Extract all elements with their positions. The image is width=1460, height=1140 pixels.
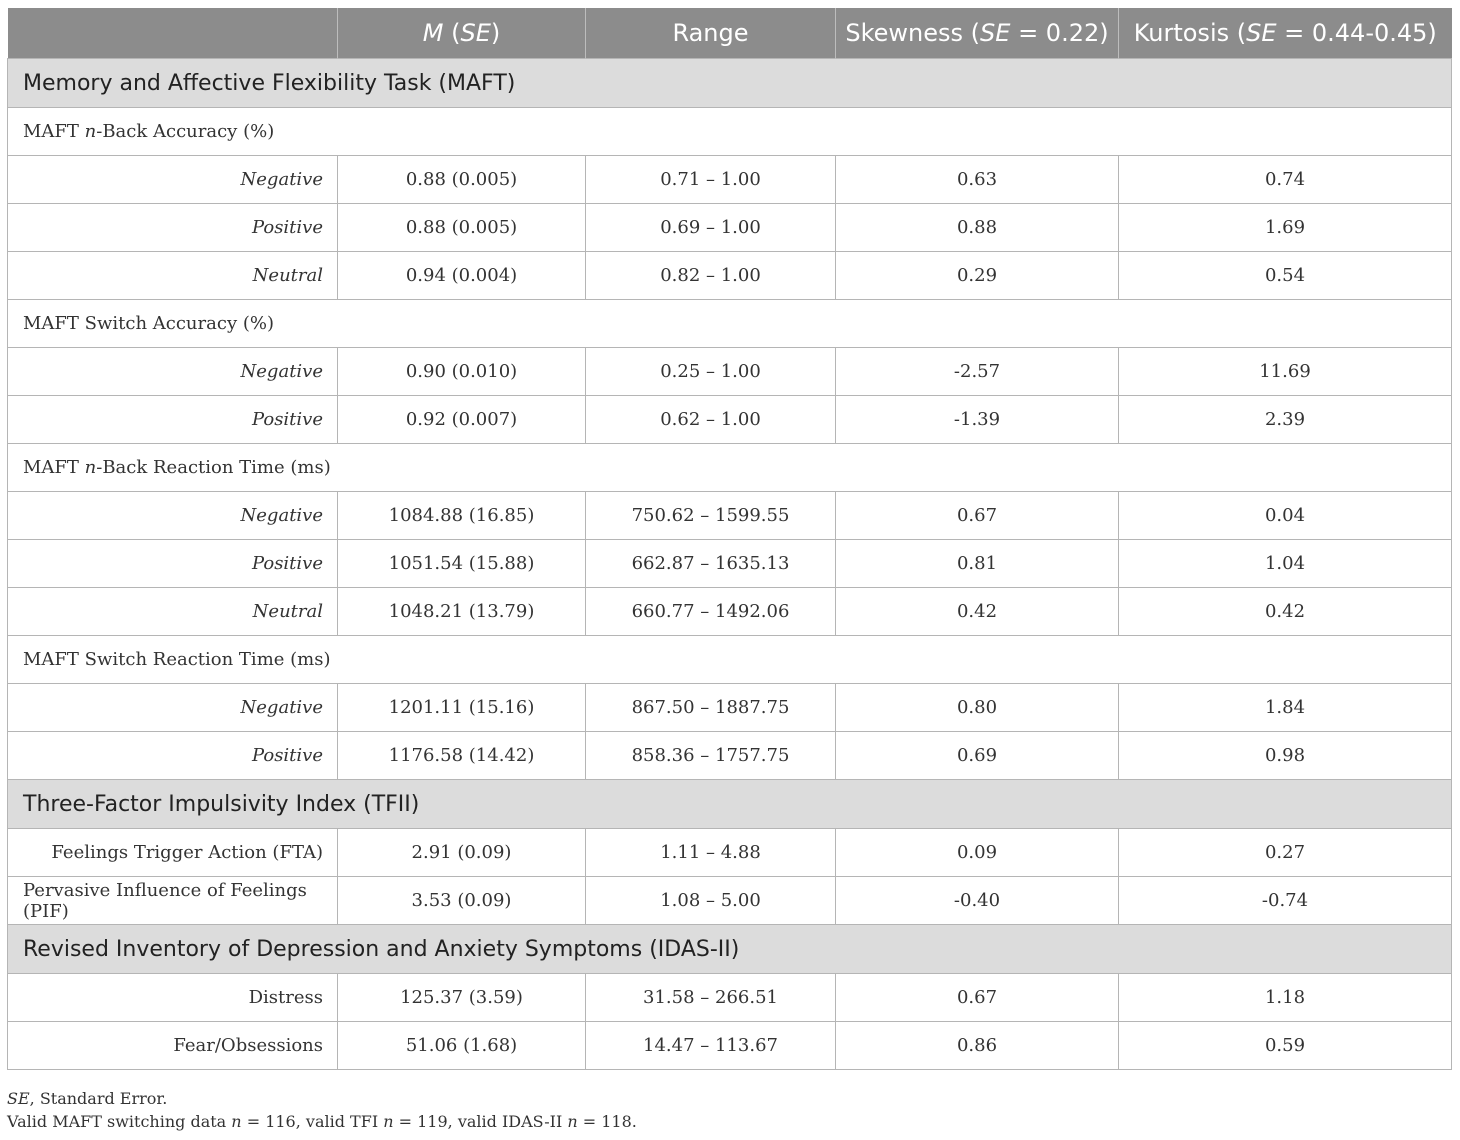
header-se: SE (460, 19, 491, 47)
cell-skewness: -1.39 (836, 396, 1119, 444)
cell-mean-se: 0.92 (0.007) (338, 396, 586, 444)
cell-kurtosis: 1.04 (1119, 540, 1452, 588)
subgroup-row-nback-accuracy (8, 108, 1452, 156)
cell-skewness: 0.88 (836, 204, 1119, 252)
table-row (8, 540, 1452, 588)
row-label: Feelings Trigger Action (FTA) (8, 829, 338, 877)
cell-skewness: 0.09 (836, 829, 1119, 877)
header-empty (8, 8, 338, 59)
subgroup-title-pre: MAFT Switch Accuracy (%) (23, 313, 274, 334)
section-title: Three-Factor Impulsivity Index (TFII) (8, 780, 1452, 829)
header-row (8, 8, 1452, 59)
cell-mean-se: 51.06 (1.68) (338, 1022, 586, 1070)
row-label: Negative (8, 492, 338, 540)
cell-range: 0.69 – 1.00 (586, 204, 836, 252)
note-n: n (383, 1112, 394, 1131)
subgroup-row-switch-reaction-time (8, 636, 1452, 684)
cell-mean-se: 3.53 (0.09) (338, 877, 586, 925)
header-kurtosis (1119, 8, 1452, 59)
cell-range: 0.71 – 1.00 (586, 156, 836, 204)
header-skewness-post: = 0.22) (1010, 19, 1109, 47)
cell-skewness: 0.67 (836, 974, 1119, 1022)
section-row-tfii (8, 780, 1452, 829)
table-row (8, 829, 1452, 877)
cell-kurtosis: 2.39 (1119, 396, 1452, 444)
cell-skewness: 0.29 (836, 252, 1119, 300)
cell-skewness: 0.81 (836, 540, 1119, 588)
descriptive-statistics-table-wrapper (7, 8, 1451, 1070)
cell-range: 750.62 – 1599.55 (586, 492, 836, 540)
cell-skewness: -2.57 (836, 348, 1119, 396)
cell-range: 1.11 – 4.88 (586, 829, 836, 877)
table-row (8, 684, 1452, 732)
cell-kurtosis: 0.27 (1119, 829, 1452, 877)
subgroup-title-italic: n (84, 457, 97, 478)
subgroup-title-pre: MAFT Switch Reaction Time (ms) (23, 649, 331, 670)
row-label: Neutral (8, 252, 338, 300)
header-mean-se (338, 8, 586, 59)
subgroup-title-italic: n (84, 121, 97, 142)
row-label: Positive (8, 396, 338, 444)
header-skewness-pre: Skewness ( (845, 19, 981, 47)
cell-kurtosis: 1.84 (1119, 684, 1452, 732)
cell-skewness: 0.63 (836, 156, 1119, 204)
note-line-1 (7, 1087, 637, 1110)
note-line-2 (7, 1110, 637, 1133)
header-paren-open: ( (443, 19, 461, 47)
cell-skewness: 0.67 (836, 492, 1119, 540)
subgroup-title (8, 636, 1452, 684)
cell-range: 14.47 – 113.67 (586, 1022, 836, 1070)
header-range: Range (586, 8, 836, 59)
cell-mean-se: 125.37 (3.59) (338, 974, 586, 1022)
cell-kurtosis: 0.04 (1119, 492, 1452, 540)
subgroup-row-nback-reaction-time (8, 444, 1452, 492)
cell-mean-se: 1051.54 (15.88) (338, 540, 586, 588)
table-row (8, 396, 1452, 444)
note-n: n (231, 1112, 242, 1131)
note-text: = 119, valid IDAS-II (393, 1112, 568, 1131)
row-label: Negative (8, 348, 338, 396)
cell-kurtosis: 1.69 (1119, 204, 1452, 252)
table-row (8, 732, 1452, 780)
note-se-definition: , Standard Error. (29, 1089, 168, 1108)
cell-kurtosis: 1.18 (1119, 974, 1452, 1022)
cell-range: 662.87 – 1635.13 (586, 540, 836, 588)
cell-kurtosis: -0.74 (1119, 877, 1452, 925)
header-kurtosis-se: SE (1246, 19, 1277, 47)
cell-range: 1.08 – 5.00 (586, 877, 836, 925)
note-text: Valid MAFT switching data (7, 1112, 232, 1131)
section-title: Memory and Affective Flexibility Task (MAFT) (8, 59, 1452, 108)
note-n: n (567, 1112, 578, 1131)
subgroup-title-post: -Back Reaction Time (ms) (96, 457, 331, 478)
cell-kurtosis: 0.54 (1119, 252, 1452, 300)
row-label: Fear/Obsessions (8, 1022, 338, 1070)
cell-kurtosis: 0.42 (1119, 588, 1452, 636)
subgroup-title (8, 300, 1452, 348)
cell-mean-se: 1201.11 (15.16) (338, 684, 586, 732)
cell-skewness: 0.86 (836, 1022, 1119, 1070)
cell-range: 660.77 – 1492.06 (586, 588, 836, 636)
subgroup-title-post: -Back Accuracy (%) (96, 121, 275, 142)
cell-range: 858.36 – 1757.75 (586, 732, 836, 780)
section-row-maft (8, 59, 1452, 108)
row-label: Positive (8, 204, 338, 252)
subgroup-title-pre: MAFT (23, 457, 85, 478)
cell-range: 31.58 – 266.51 (586, 974, 836, 1022)
cell-mean-se: 0.90 (0.010) (338, 348, 586, 396)
cell-kurtosis: 11.69 (1119, 348, 1452, 396)
cell-mean-se: 0.94 (0.004) (338, 252, 586, 300)
cell-mean-se: 2.91 (0.09) (338, 829, 586, 877)
cell-range: 867.50 – 1887.75 (586, 684, 836, 732)
subgroup-row-switch-accuracy (8, 300, 1452, 348)
row-label: Negative (8, 684, 338, 732)
cell-skewness: 0.42 (836, 588, 1119, 636)
cell-skewness: -0.40 (836, 877, 1119, 925)
row-label: Distress (8, 974, 338, 1022)
table-row (8, 974, 1452, 1022)
cell-skewness: 0.69 (836, 732, 1119, 780)
table-row (8, 588, 1452, 636)
cell-kurtosis: 0.98 (1119, 732, 1452, 780)
cell-range: 0.62 – 1.00 (586, 396, 836, 444)
cell-kurtosis: 0.59 (1119, 1022, 1452, 1070)
header-kurtosis-post: = 0.44-0.45) (1276, 19, 1437, 47)
cell-kurtosis: 0.74 (1119, 156, 1452, 204)
cell-range: 0.25 – 1.00 (586, 348, 836, 396)
header-skewness-se: SE (980, 19, 1011, 47)
table-row (8, 1022, 1452, 1070)
cell-range: 0.82 – 1.00 (586, 252, 836, 300)
row-label: Pervasive Influence of Feelings (PIF) (8, 877, 338, 925)
cell-mean-se: 1048.21 (13.79) (338, 588, 586, 636)
table-row (8, 204, 1452, 252)
subgroup-title (8, 108, 1452, 156)
subgroup-title (8, 444, 1452, 492)
note-text: = 118. (577, 1112, 637, 1131)
cell-mean-se: 0.88 (0.005) (338, 156, 586, 204)
table-notes (7, 1087, 637, 1133)
table-row (8, 252, 1452, 300)
cell-mean-se: 1084.88 (16.85) (338, 492, 586, 540)
table-row (8, 877, 1452, 925)
table-row (8, 348, 1452, 396)
header-paren-close: ) (490, 19, 501, 47)
header-skewness (836, 8, 1119, 59)
cell-skewness: 0.80 (836, 684, 1119, 732)
cell-mean-se: 1176.58 (14.42) (338, 732, 586, 780)
note-text: = 116, valid TFI (241, 1112, 384, 1131)
descriptive-statistics-table (7, 8, 1452, 1070)
header-m: M (422, 19, 444, 47)
note-se-abbrev: SE (7, 1089, 30, 1108)
header-kurtosis-pre: Kurtosis ( (1133, 19, 1247, 47)
cell-mean-se: 0.88 (0.005) (338, 204, 586, 252)
row-label: Positive (8, 732, 338, 780)
row-label: Positive (8, 540, 338, 588)
table-row (8, 156, 1452, 204)
table-row (8, 492, 1452, 540)
subgroup-title-pre: MAFT (23, 121, 85, 142)
row-label: Negative (8, 156, 338, 204)
section-title: Revised Inventory of Depression and Anxiety Symptoms (IDAS-II) (8, 925, 1452, 974)
row-label: Neutral (8, 588, 338, 636)
section-row-idas (8, 925, 1452, 974)
